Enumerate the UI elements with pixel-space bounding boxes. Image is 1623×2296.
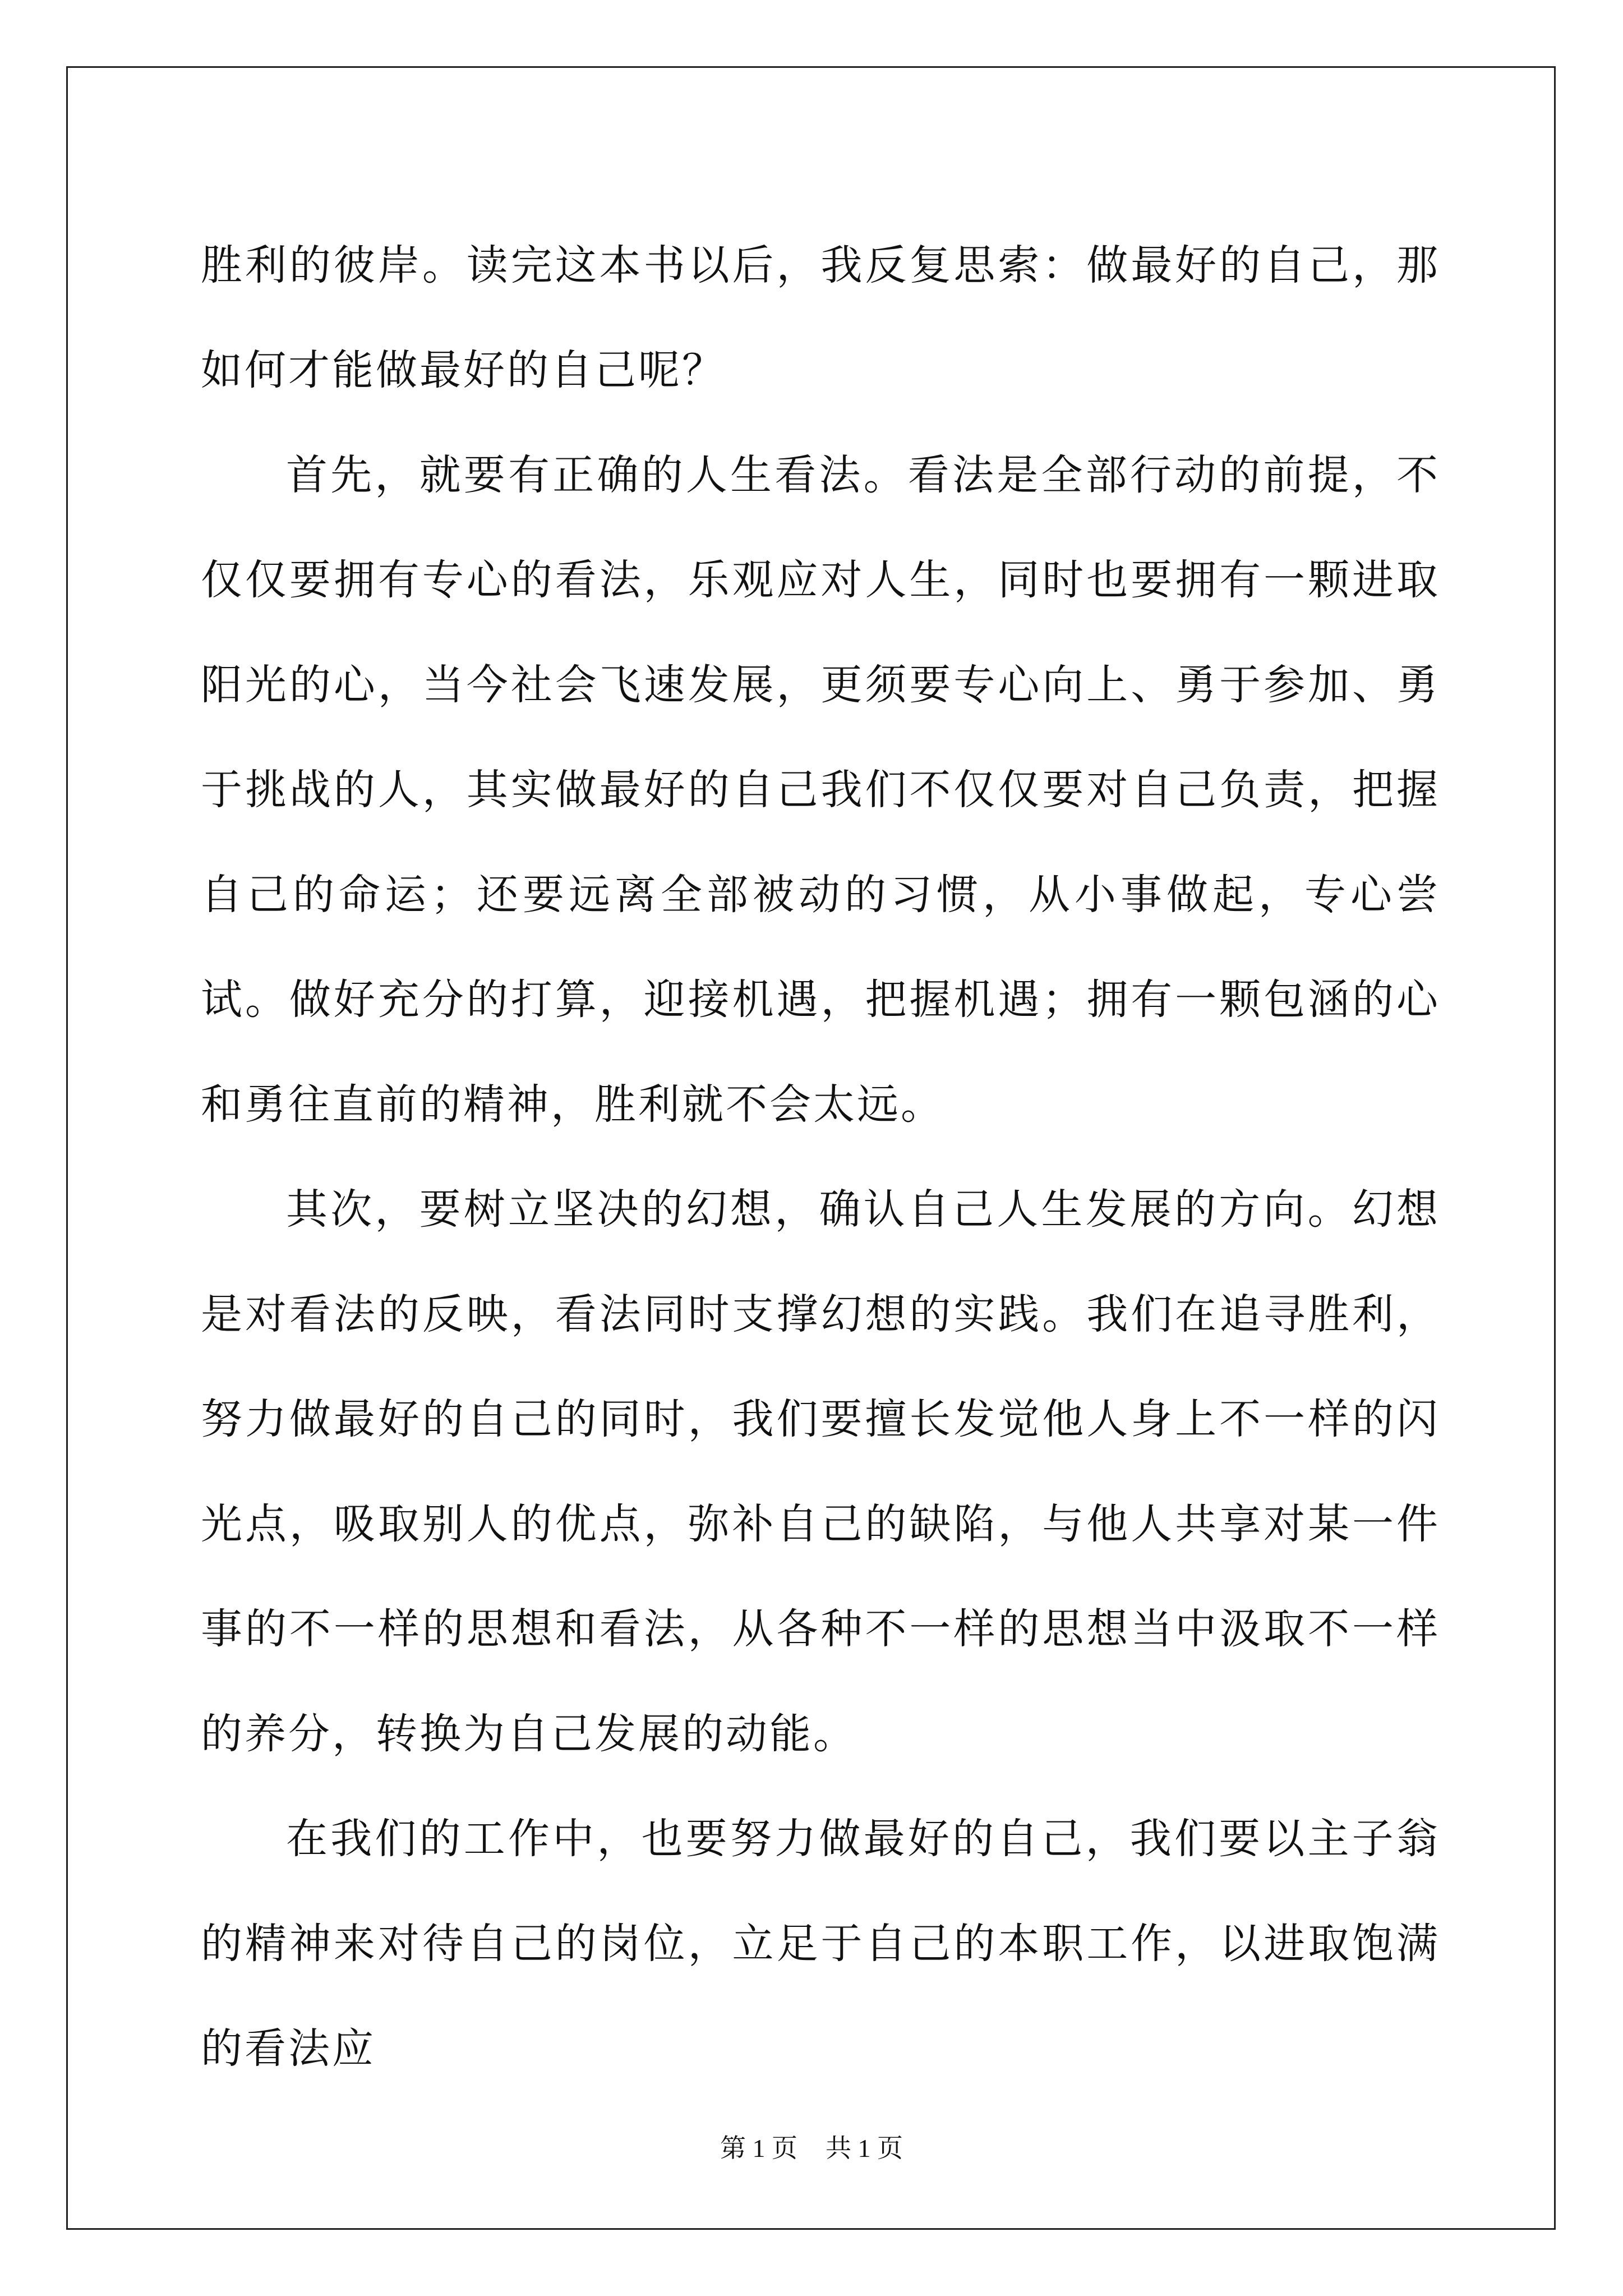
paragraph-1: 胜利的彼岸。读完这本书以后，我反复思索：做最好的自己，那如何才能做最好的自己呢？ <box>201 241 1440 394</box>
page-footer <box>0 2132 1623 2165</box>
page-total: 共 1 页 <box>826 2134 903 2162</box>
document-body <box>201 213 1440 2101</box>
page-number: 第 1 页 <box>720 2134 797 2162</box>
paragraph-4: 在我们的工作中，也要努力做最好的自己，我们要以主子翁的精神来对待自己的岗位，立足于自己的本职工作，以进取饱满的看法应 <box>201 1815 1440 2073</box>
paragraph-2: 首先，就要有正确的人生看法。看法是全部行动的前提，不仅仅要拥有专心的看法，乐观应对人生，同时也要拥有一颗进取阳光的心，当今社会飞速发展，更须要专心向上、勇于参加、勇于挑战的人，其实做最好的自己我们不仅仅要对自己负责，把握自己的命运；还要远离全部被动的习惯，从小事做起，专心尝试。做好充分的打算，迎接机遇，把握机遇；拥有一颗包涵的心和勇往直前的精神，胜利就不会太远。 <box>201 451 1440 1129</box>
paragraph-3: 其次，要树立坚决的幻想，确认自己人生发展的方向。幻想是对看法的反映，看法同时支撑幻想的实践。我们在追寻胜利，努力做最好的自己的同时，我们要擅长发觉他人身上不一样的闪光点，吸取别人的优点，弥补自己的缺陷，与他人共享对某一件事的不一样的思想和看法，从各种不一样的思想当中汲取不一样的养分，转换为自己发展的动能。 <box>201 1185 1440 1758</box>
